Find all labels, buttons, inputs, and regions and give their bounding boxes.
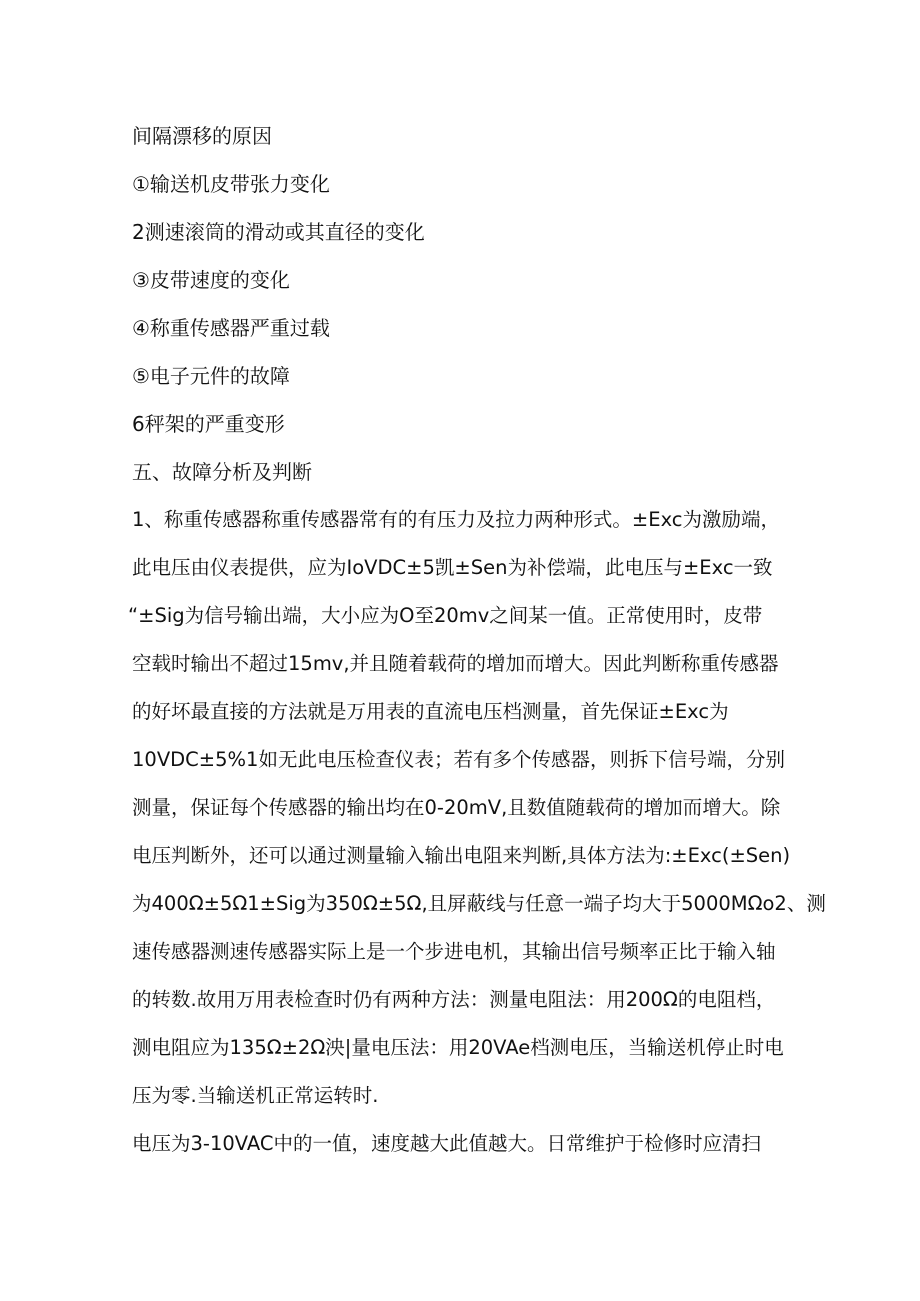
paragraph-line: 1、称重传感器称重传感器常有的有压力及拉力两种形式。±Exc为激励端， (132, 508, 780, 531)
paragraph-line: 测电阻应为135Ω±2Ω泱|量电压法：用20VAe档测电压，当输送机停止时电 (132, 1036, 784, 1059)
paragraph-line: 空载时输出不超过15mv,并且随着载荷的增加而增大。因此判断称重传感器 (132, 652, 779, 675)
section-heading-fault-analysis: 五、故障分析及判断 (132, 460, 312, 484)
paragraph-speed-voltage (132, 1120, 802, 1168)
paragraph-line: 测量，保证每个传感器的输出均在0-20mV,且数值随载荷的增加而增大。除 (132, 796, 781, 819)
list-item-belt-tension: ①输送机皮带张力变化 (132, 172, 330, 196)
paragraph-line: 此电压由仪表提供，应为IoVDC±5凯±Sen为补偿端，此电压与±Exc一致 (132, 556, 773, 579)
paragraph-line: 速传感器测速传感器实际上是一个步进电机，其输出信号频率正比于输入轴 (132, 940, 776, 963)
list-item-speed-roller: 2测速滚筒的滑动或其直径的变化 (132, 220, 425, 244)
paragraph-line: “±Sig为信号输出端，大小应为O至20mv之间某一值。正常使用时，皮带 (128, 604, 763, 627)
paragraph-line: 压为零.当输送机正常运转时. (132, 1084, 379, 1107)
list-item-load-cell-overload: ④称重传感器严重过载 (132, 316, 330, 340)
paragraph-line: 的转数.故用万用表检查时仍有两种方法：测量电阻法：用200Ω的电阻档， (132, 988, 776, 1011)
paragraph-line: 为400Ω±5Ω1±Sig为350Ω±5Ω,且屏蔽线与任意一端子均大于5000MΩo2、测 (132, 892, 826, 915)
paragraph-sensors (128, 496, 826, 1120)
paragraph-line: 电压判断外，还可以通过测量输入输出电阻来判断,具体方法为:±Exc(±Sen) (132, 844, 791, 867)
paragraph-line: 的好坏最直接的方法就是万用表的直流电压档测量，首先保证±Exc为 (132, 700, 729, 723)
paragraph-line: 电压为3-10VAC中的一值，速度越大此值越大。日常维护于检修时应清扫 (132, 1132, 761, 1155)
list-item-frame-deformation: 6秤架的严重变形 (132, 412, 285, 436)
paragraph-line: 10VDC±5%1如无此电压检查仪表；若有多个传感器，则拆下信号端，分别 (132, 748, 785, 771)
section-heading-drift-causes: 间隔漂移的原因 (132, 124, 272, 148)
document-page (128, 112, 826, 1168)
list-item-electronic-fault: ⑤电子元件的故障 (132, 364, 290, 388)
list-item-belt-speed: ③皮带速度的变化 (132, 268, 290, 292)
